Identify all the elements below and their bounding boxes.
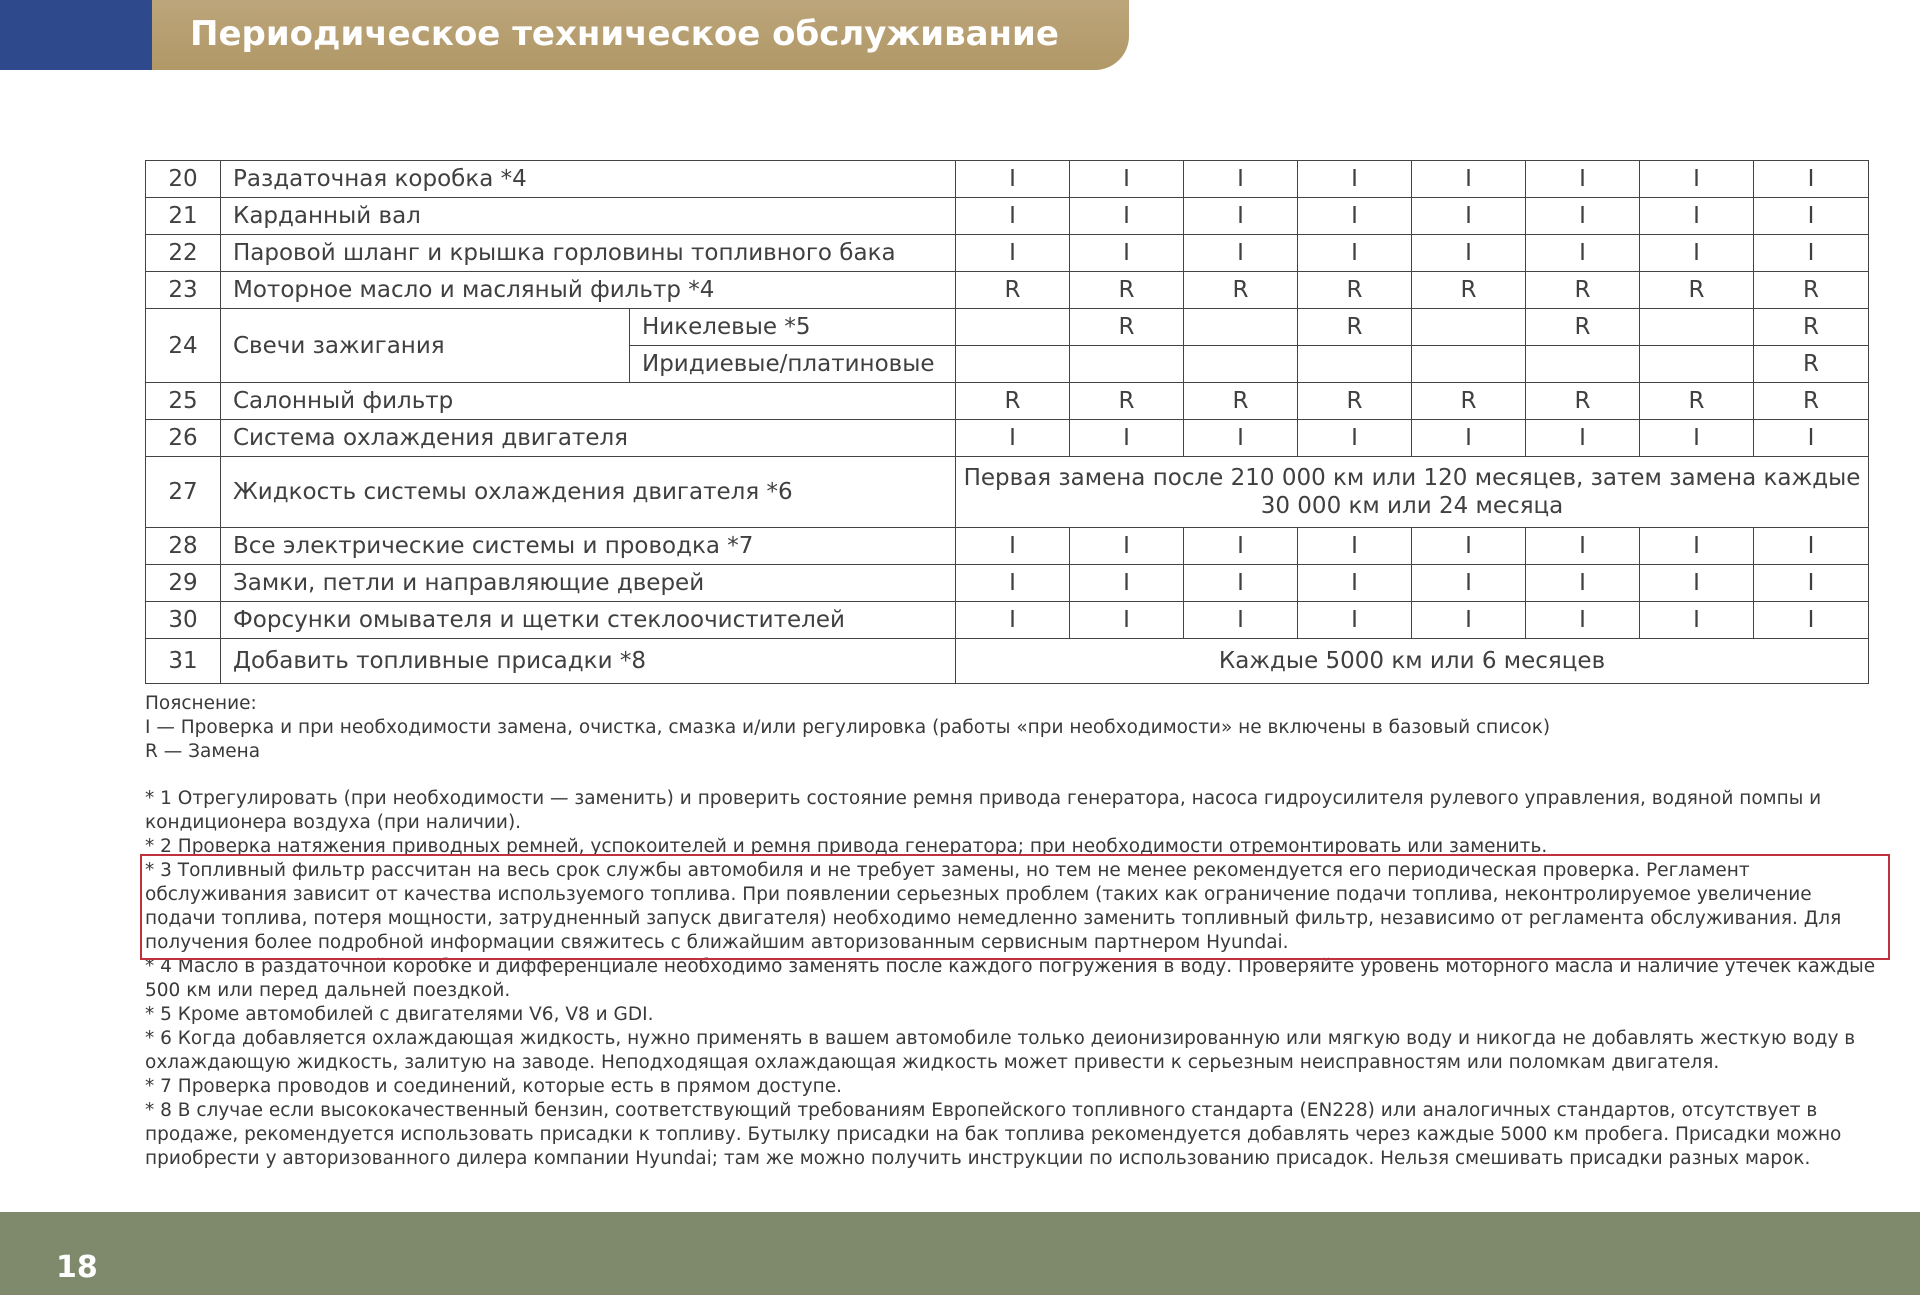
interval-cell: I xyxy=(1526,565,1640,602)
interval-cell: R xyxy=(1640,383,1754,420)
interval-cell: I xyxy=(956,235,1070,272)
interval-cell: I xyxy=(956,528,1070,565)
interval-cell xyxy=(1184,346,1298,383)
row-number: 21 xyxy=(146,198,221,235)
interval-cell: I xyxy=(1184,161,1298,198)
interval-cell: I xyxy=(1754,420,1869,457)
footnote-3-highlighted: * 3 Топливный фильтр рассчитан на весь срок службы автомобиля и не требует замены, но тем не менее рекомендуется его периодическая проверка. Регламент обслуживания зависит от качества используемого топлива. При появлении серьезных проблем (таких как ограничение подачи топлива, неконтролируемое увеличение подачи топлива, потеря мощности, затрудненный запуск двигателя) необходимо немедленно заменить топливный фильтр, независимо от регламента обслуживания. Для получения более подробной информации свяжитесь с ближайшим авторизованным сервисным партнером Hyundai. xyxy=(145,859,1885,955)
row-number: 30 xyxy=(146,602,221,639)
interval-cell: I xyxy=(1640,161,1754,198)
row-name: Салонный фильтр xyxy=(221,383,956,420)
row-name: Свечи зажигания xyxy=(221,309,630,383)
interval-cell: R xyxy=(956,383,1070,420)
interval-cell: I xyxy=(1754,565,1869,602)
row-subname: Никелевые *5 xyxy=(630,309,956,346)
row-number: 20 xyxy=(146,161,221,198)
interval-cell xyxy=(1640,346,1754,383)
row-number: 28 xyxy=(146,528,221,565)
interval-cell xyxy=(1412,309,1526,346)
row-number: 24 xyxy=(146,309,221,383)
table-row xyxy=(146,198,1869,235)
interval-cell: R xyxy=(1412,272,1526,309)
interval-cell: I xyxy=(1070,235,1184,272)
interval-cell: I xyxy=(1070,528,1184,565)
table-row xyxy=(146,309,1869,346)
table-row xyxy=(146,639,1869,684)
row-name: Жидкость системы охлаждения двигателя *6 xyxy=(221,457,956,528)
legend-title: Пояснение: xyxy=(145,693,257,714)
table-row xyxy=(146,565,1869,602)
interval-cell: I xyxy=(1412,420,1526,457)
interval-cell: I xyxy=(1412,565,1526,602)
interval-cell xyxy=(956,309,1070,346)
interval-cell: I xyxy=(1526,161,1640,198)
table-row xyxy=(146,383,1869,420)
page-number: 18 xyxy=(56,1250,98,1285)
row-number: 31 xyxy=(146,639,221,684)
legend-r: R — Замена xyxy=(145,741,261,762)
maintenance-table xyxy=(145,160,1869,684)
interval-cell xyxy=(1526,346,1640,383)
interval-cell: I xyxy=(1754,198,1869,235)
interval-cell: R xyxy=(1298,309,1412,346)
interval-cell: I xyxy=(1754,528,1869,565)
interval-cell: I xyxy=(1184,565,1298,602)
interval-cell: R xyxy=(1754,272,1869,309)
interval-cell: I xyxy=(1412,198,1526,235)
table-row xyxy=(146,602,1869,639)
interval-cell: R xyxy=(1298,383,1412,420)
interval-cell: R xyxy=(1184,383,1298,420)
interval-cell: I xyxy=(1184,420,1298,457)
row-name: Добавить топливные присадки *8 xyxy=(221,639,956,684)
interval-cell: R xyxy=(1526,272,1640,309)
footnote-8: * 8 В случае если высококачественный бензин, соответствующий требованиям Европейского топливного стандарта (EN228) или аналогичных стандартов, отсутствует в продаже, рекомендуется использовать присадки к топливу. Бутылку присадки на бак топлива рекомендуется добавлять через каждые 5000 км пробега. Присадки можно приобрести у авторизованного дилера компании Hyundai; там же можно получить инструкции по использованию присадок. Нельзя смешивать присадки разных марок. xyxy=(145,1100,1842,1169)
interval-cell: I xyxy=(1070,161,1184,198)
table-row xyxy=(146,161,1869,198)
interval-cell: I xyxy=(1184,602,1298,639)
interval-cell: I xyxy=(1298,602,1412,639)
row-name: Форсунки омывателя и щетки стеклоочистителей xyxy=(221,602,956,639)
page-title: Периодическое техническое обслуживание xyxy=(190,14,1059,54)
interval-cell: R xyxy=(1754,309,1869,346)
interval-cell: I xyxy=(1412,602,1526,639)
footnote-5: * 5 Кроме автомобилей с двигателями V6, V8 и GDI. xyxy=(145,1004,654,1025)
footer-band xyxy=(0,1212,1920,1295)
interval-cell: I xyxy=(956,420,1070,457)
interval-cell: R xyxy=(1526,383,1640,420)
interval-cell: I xyxy=(1526,602,1640,639)
interval-cell xyxy=(956,346,1070,383)
interval-cell: R xyxy=(1070,383,1184,420)
interval-cell: I xyxy=(1640,602,1754,639)
row-number: 22 xyxy=(146,235,221,272)
footnote-6: * 6 Когда добавляется охлаждающая жидкость, нужно применять в вашем автомобиле только деионизированную или мягкую воду и никогда не добавлять жесткую воду в охлаждающую жидкость, залитую на заводе. Неподходящая охлаждающая жидкость может привести к серьезным неисправностям или поломкам двигателя. xyxy=(145,1028,1856,1073)
interval-cell: I xyxy=(1640,420,1754,457)
interval-cell: R xyxy=(1070,272,1184,309)
interval-cell xyxy=(1184,309,1298,346)
interval-cell: I xyxy=(1640,565,1754,602)
legend xyxy=(145,692,1885,764)
interval-cell xyxy=(1298,346,1412,383)
row-number: 25 xyxy=(146,383,221,420)
interval-cell: I xyxy=(1640,235,1754,272)
interval-cell: R xyxy=(1184,272,1298,309)
row-name: Раздаточная коробка *4 xyxy=(221,161,956,198)
interval-cell: I xyxy=(1526,528,1640,565)
row-name: Замки, петли и направляющие дверей xyxy=(221,565,956,602)
interval-cell: R xyxy=(1640,272,1754,309)
interval-cell: R xyxy=(1754,383,1869,420)
interval-cell: I xyxy=(1412,235,1526,272)
row-subname: Иридиевые/платиновые xyxy=(630,346,956,383)
interval-cell: I xyxy=(1184,198,1298,235)
interval-cell: I xyxy=(1526,420,1640,457)
interval-cell: I xyxy=(1298,565,1412,602)
interval-cell: R xyxy=(1070,309,1184,346)
interval-cell xyxy=(1070,346,1184,383)
footnote-2: * 2 Проверка натяжения приводных ремней, успокоителей и ремня привода генератора; при необходимости отремонтировать или заменить. xyxy=(145,836,1548,857)
table-row xyxy=(146,457,1869,528)
footnote-1: * 1 Отрегулировать (при необходимости — заменить) и проверить состояние ремня привода генератора, насоса гидроусилителя рулевого управления, водяной помпы и кондиционера воздуха (при наличии). xyxy=(145,788,1822,833)
row-name: Все электрические системы и проводка *7 xyxy=(221,528,956,565)
footnote-7: * 7 Проверка проводов и соединений, которые есть в прямом доступе. xyxy=(145,1076,842,1097)
interval-cell: I xyxy=(1298,420,1412,457)
table-row xyxy=(146,235,1869,272)
interval-cell: I xyxy=(1298,528,1412,565)
interval-cell: I xyxy=(1298,198,1412,235)
row-name: Карданный вал xyxy=(221,198,956,235)
row-number: 23 xyxy=(146,272,221,309)
row-number: 27 xyxy=(146,457,221,528)
interval-cell: I xyxy=(1526,235,1640,272)
interval-cell: I xyxy=(1640,528,1754,565)
header-blue-block xyxy=(0,0,152,70)
row-number: 29 xyxy=(146,565,221,602)
interval-cell: R xyxy=(1754,346,1869,383)
row-name: Система охлаждения двигателя xyxy=(221,420,956,457)
interval-cell: I xyxy=(1070,420,1184,457)
interval-cell: R xyxy=(956,272,1070,309)
table-row xyxy=(146,272,1869,309)
interval-note: Каждые 5000 км или 6 месяцев xyxy=(956,639,1869,684)
interval-cell: I xyxy=(1754,602,1869,639)
interval-cell: I xyxy=(1526,198,1640,235)
table-row xyxy=(146,420,1869,457)
legend-i: I — Проверка и при необходимости замена, очистка, смазка и/или регулировка (работы «при необходимости» не включены в базовый список) xyxy=(145,717,1551,738)
interval-cell: I xyxy=(1184,528,1298,565)
interval-cell xyxy=(1640,309,1754,346)
interval-note: Первая замена после 210 000 км или 120 месяцев, затем замена каждые 30 000 км или 24 месяца xyxy=(956,457,1869,528)
footnotes xyxy=(145,787,1885,1171)
footnote-4: * 4 Масло в раздаточной коробке и дифференциале необходимо заменять после каждого погружения в воду. Проверяйте уровень моторного масла и наличие утечек каждые 500 км или перед дальней поездкой. xyxy=(145,956,1876,1001)
row-name: Паровой шланг и крышка горловины топливного бака xyxy=(221,235,956,272)
table-row xyxy=(146,528,1869,565)
row-name: Моторное масло и масляный фильтр *4 xyxy=(221,272,956,309)
interval-cell: I xyxy=(1070,198,1184,235)
interval-cell: I xyxy=(1412,161,1526,198)
interval-cell: I xyxy=(1184,235,1298,272)
interval-cell: I xyxy=(1070,565,1184,602)
interval-cell: I xyxy=(1412,528,1526,565)
interval-cell: I xyxy=(1754,161,1869,198)
interval-cell xyxy=(1412,346,1526,383)
interval-cell: I xyxy=(1070,602,1184,639)
row-number: 26 xyxy=(146,420,221,457)
interval-cell: R xyxy=(1298,272,1412,309)
interval-cell: I xyxy=(1298,235,1412,272)
interval-cell: I xyxy=(956,198,1070,235)
interval-cell: I xyxy=(956,161,1070,198)
interval-cell: I xyxy=(956,565,1070,602)
interval-cell: I xyxy=(1640,198,1754,235)
interval-cell: I xyxy=(956,602,1070,639)
interval-cell: I xyxy=(1298,161,1412,198)
interval-cell: R xyxy=(1412,383,1526,420)
interval-cell: R xyxy=(1526,309,1640,346)
interval-cell: I xyxy=(1754,235,1869,272)
